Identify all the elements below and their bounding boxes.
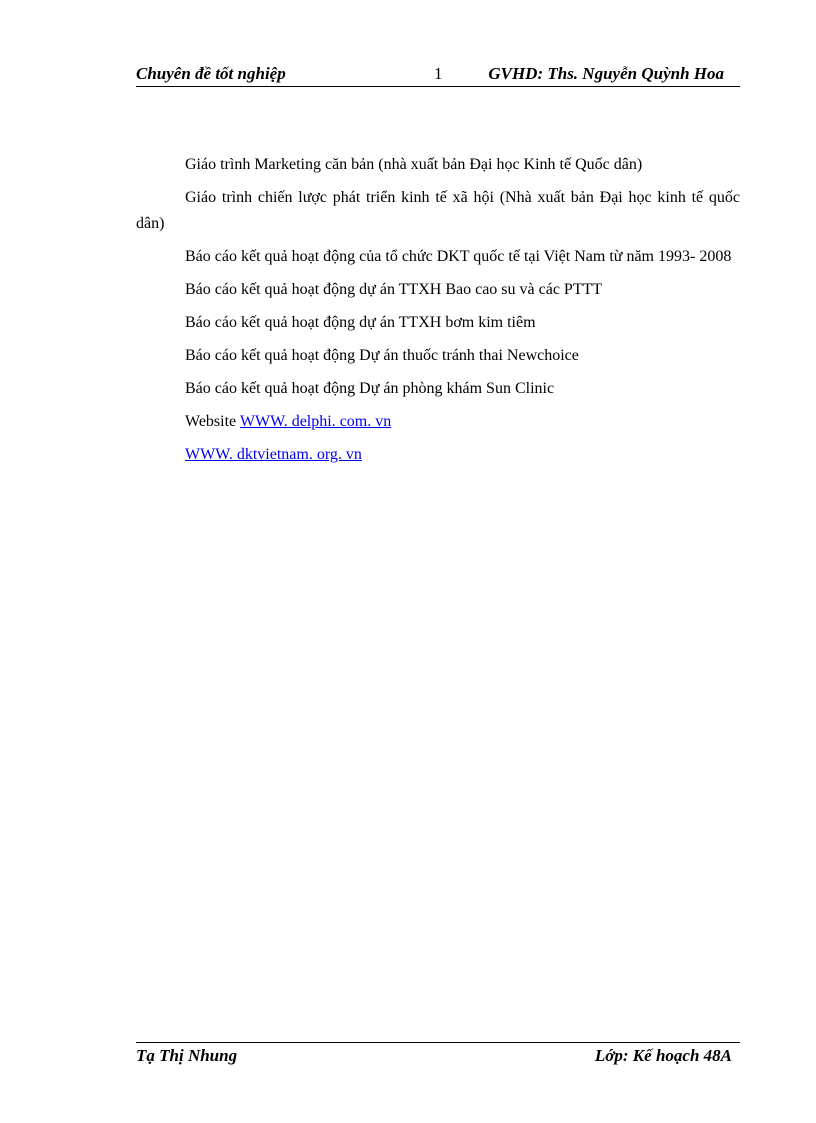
website-link-delphi[interactable]: WWW. delphi. com. vn [239, 413, 392, 430]
footer-author: Tạ Thị Nhung [136, 1046, 238, 1065]
reference-item-3: Báo cáo kết quả hoạt động của tổ chức DKT quốc tế tại Việt Nam từ năm 1993- 2008 [185, 248, 732, 265]
header-title: Chuyên đề tốt nghiệp [136, 64, 286, 83]
reference-list [136, 152, 740, 475]
reference-item-2: Giáo trình chiến lược phát triển kinh tế xã hội (Nhà xuất bản Đại học kinh tế quốc dân) [136, 189, 740, 232]
footer-class: Lớp: Kế hoạch 48A [594, 1046, 732, 1065]
page-header [136, 62, 740, 87]
reference-item-5: Báo cáo kết quả hoạt động dự án TTXH bơm kim tiêm [185, 314, 536, 331]
page-footer [136, 1042, 740, 1069]
reference-website [136, 409, 740, 435]
reference-item-6: Báo cáo kết quả hoạt động Dự án thuốc tránh thai Newchoice [185, 347, 579, 364]
website-link-dktvietnam[interactable]: WWW. dktvietnam. org. vn [185, 446, 362, 463]
header-advisor: GVHD: Ths. Nguyễn Quỳnh Hoa [488, 64, 724, 83]
website-label: Website [185, 413, 240, 430]
reference-item-1: Giáo trình Marketing căn bản (nhà xuất bản Đại học Kinh tế Quốc dân) [185, 156, 643, 173]
reference-item-7: Báo cáo kết quả hoạt động Dự án phòng khám Sun Clinic [185, 380, 555, 397]
page-number: 1 [434, 64, 443, 83]
reference-item-4: Báo cáo kết quả hoạt động dự án TTXH Bao cao su và các PTTT [185, 281, 603, 298]
reference-website-2 [136, 442, 740, 468]
